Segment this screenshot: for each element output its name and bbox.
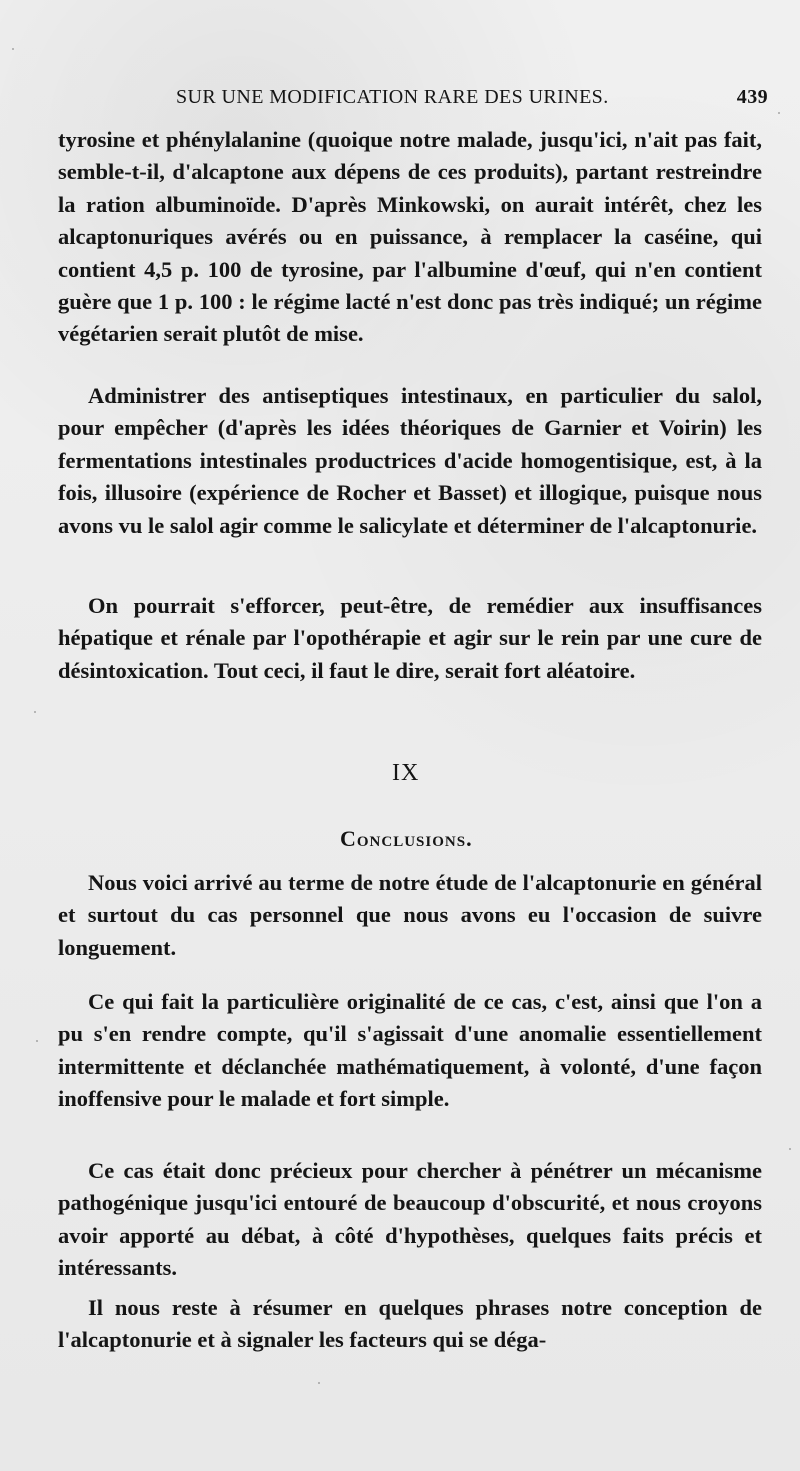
paper-speck <box>12 48 14 50</box>
paragraph-mechanism: Ce cas était donc précieux pour chercher à pénétrer un mécanisme pathogénique jusqu'ici entouré de beaucoup d'obscurité, et nous croyons avoir apporté au débat, à côté d'hypothèses, quelques faits précis et intéressants. <box>58 1158 762 1281</box>
page-header <box>176 86 768 108</box>
paper-speck <box>318 1382 320 1384</box>
section-title: Conclusions. <box>340 826 473 851</box>
paragraph-antiseptics: Administrer des antiseptiques intestinaux, en particulier du salol, pour empêcher (d'après les idées théoriques de Garnier et Voirin) les fermentations intestinales productrices d'acide homogentisique, est, à la fois, illusoire (expérience de Rocher et Basset) et illogique, puisque nous avons vu le salol agir comme le salicylate et déterminer de l'alcaptonurie. <box>58 383 762 538</box>
paragraph-opotherapy: On pourrait s'efforcer, peut-être, de remédier aux insuffisances hépatique et rénale par l'opothérapie et agir sur le rein par une cure de désintoxication. Tout ceci, il faut le dire, serait fort aléatoire. <box>58 593 762 683</box>
paragraph-continuation: tyrosine et phénylalanine (quoique notre malade, jusqu'ici, n'ait pas fait, semble-t-il, d'alcaptone aux dépens de ces produits), partant restreindre la ration albuminoïde. D'après Minkowski, on aurait intérêt, chez les alcaptonuriques avérés ou en puissance, à remplacer la caséine, qui contient 4,5 p. 100 de tyrosine, par l'albumine d'œuf, qui n'en contient guère que 1 p. 100 : le régime lacté n'est donc pas très indiqué; un régime végétarien serait plutôt de mise. <box>58 127 762 347</box>
running-head: SUR UNE MODIFICATION RARE DES URINES. <box>176 86 609 108</box>
paper-speck <box>36 1040 38 1042</box>
paper-speck <box>34 711 36 713</box>
paper-speck <box>789 1148 791 1150</box>
paragraph-originality: Ce qui fait la particulière originalité de ce cas, c'est, ainsi que l'on a pu s'en rendre compte, qu'il s'agissait d'une anomalie essentiellement intermittente et déclanchée mathématiquement, à volonté, d'une façon inoffensive pour le malade et fort simple. <box>58 989 762 1112</box>
paragraph-conclusion-intro: Nous voici arrivé au terme de notre étude de l'alcaptonurie en général et surtout du cas personnel que nous avons eu l'occasion de suivre longuement. <box>58 870 762 960</box>
paper-speck <box>778 112 780 114</box>
section-number: IX <box>392 760 420 786</box>
paragraph-summary: Il nous reste à résumer en quelques phrases notre conception de l'alcaptonurie et à signaler les facteurs qui se déga- <box>58 1295 762 1353</box>
page-number: 439 <box>736 86 768 108</box>
